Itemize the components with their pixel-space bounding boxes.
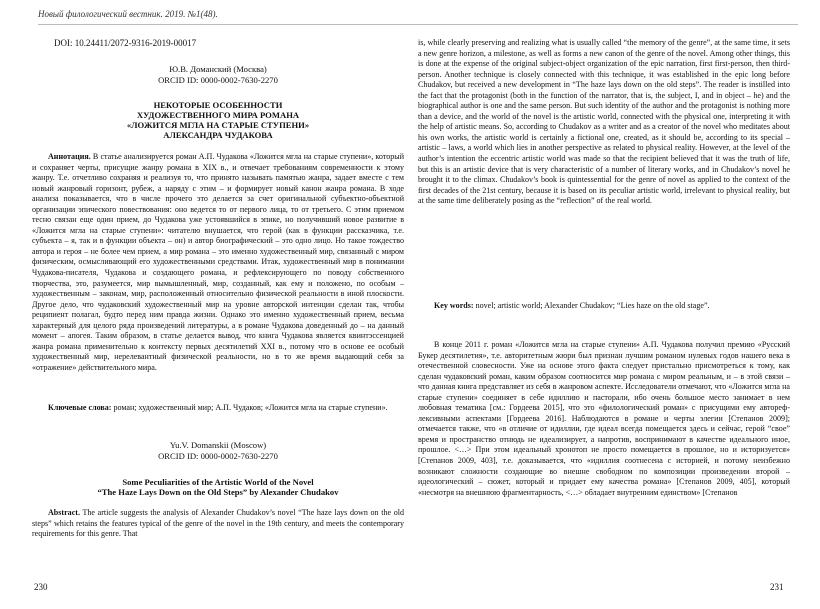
keywords-en-label: Key words: xyxy=(434,301,474,310)
title-ru-line-2: ХУДОЖЕСТВЕННОГО МИРА РОМАНА xyxy=(136,110,300,120)
title-en-line-1: Some Peculiarities of the Artistic World of the Novel xyxy=(122,477,314,487)
abstract-en-continued: is, while clearly preserving and realizing what is usually called “the memory of the genre”, at the same time, it sets a new genre horizon, a milestone, as well as forms a new canon of the genre of the novel. Among other things, this is done at the expense of the original subject-object organization of the epic narration, first first-person, then third-person. Another technique is closely connected with this technique, it was established in the epic long before Chudakov, but received a new development in “The haze lays down on the old steps”. The reader is instilled into the fact that the protagonist (both in the function of the narrator, that is, the subject, I, and in object – he) and the biographical author is one and the same person. But such identity of the author and the protagonist is nothing more than a device, and the world of the novel is the artistic world, connected with the physical one, interpreting it with the help of artistic means. So, according to Chudakov as a writer and as a creator of the novel who meditates about his own works, the artistic world is certainly a fictional one, created, as it should be, according to its special – artistic – laws, a world which lies in another perspective as related to physical reality. However, at the level of the author’s intention the eccentric artistic world was made so that the recipient believed that it was the truth of life, but this is an artistic device that is very characteristic of a number of literary works, and in Chudakov’s novel he brought it to the climax. Chudakov’s book is quintessential for the genre of novel as applied to the context of the first decades of the 21st century, because it is based on its peculiar artistic world, irrelevant to physical reality, but at the same time deliberately posing as the “reflection” of the real world. xyxy=(418,38,790,206)
page-number-left: 230 xyxy=(34,582,48,592)
orcid-ru: ORCID ID: 0000-0002-7630-2270 xyxy=(158,75,278,85)
author-en: Yu.V. Domanskii (Moscow) xyxy=(169,440,267,450)
keywords-ru-text: роман; художественный мир; А.П. Чудаков; «Ложится мгла на старые ступени». xyxy=(111,403,388,412)
keywords-en xyxy=(418,301,790,312)
page-number-right: 231 xyxy=(770,582,784,592)
title-ru-line-3: «ЛОЖИТСЯ МГЛА НА СТАРЫЕ СТУПЕНИ» xyxy=(126,120,310,130)
header-rule xyxy=(38,24,798,25)
abstract-en xyxy=(32,508,404,540)
author-ru: Ю.В. Доманский (Москва) xyxy=(169,64,267,74)
keywords-en-text: novel; artistic world; Alexander Chudakov; “Lies haze on the old stage”. xyxy=(473,301,710,310)
title-ru-line-4: АЛЕКСАНДРА ЧУДАКОВА xyxy=(163,130,273,140)
abstract-en-text: The article suggests the analysis of Alexander Chudakov’s novel “The haze lays down on the old steps” which retains the features typical of the genre of the novel in the 19th century, and meets the contemporary requirements for this genre. That xyxy=(32,508,404,539)
title-en-line-2: “The Haze Lays Down on the Old Steps” by Alexander Chudakov xyxy=(97,487,339,497)
abstract-ru-text: В статье анализируется роман А.П. Чудакова «Ложится мгла на старые ступени», который и сохраняет черты, присущие жанру романа в XIX в., и отвечает требованиям современности к этому жанру. Т.е. отчетливо сохраняя и реализуя то, что принято называть памятью жанра, задает вместе с тем новый жанровый горизонт, рубеж, а наряду с этим – и формирует новый канон жанра романа. В ходе анализа показывается, что в числе прочего это делается за счет оригинальной субъектно-объектной организации эпического повествования: оно ведется то от первого лица, то от третьего. С этим приемом тесно связан еще один прием, до Чудакова уже устоявшийся в эпике, но получивший новое развитие в «Ложится мгла на старые ступени»: читателю внушается, что герой (как в функции рассказчика, т.е. субъекта – я, так и в функции объекта – он) и автор биографический – это одно лицо. Но такое тождество автора и героя – не более чем прием, а мир романа – это именно художественный мир, связанный с миром физическим, осмысливающий его художественными средствами. Итак, художественный мир в понимании Чудакова-писателя, Чудакова и создающего романа, и рефлексирующего по поводу собственного творчества, это, разумеется, мир вымышленный, мир, созданный, как ему и положено, по особым – художественным – законам, мир, расположенный относительно физической реальности в иной плоскости. Другое дело, что чудаковский художественный мир на уровне авторской интенции сделан так, чтобы реципиент полагал, будто перед ним правда жизни. Однако это именно художественный прием, весьма характерный для целого ряда произведений литературы, а в романе Чудакова доведенный до – на данный момент – апогея. Таким образом, в статье делается вывод, что книга Чудакова является квинтэссенцией жанра романа применительно к контексту первых десятилетий XXI в., потому что в основе ее особый художественный мир, нерелевантный физической реальности, но в то же время выдающий себя за «отражение» действительного мира. xyxy=(32,152,404,372)
keywords-ru-label: Ключевые слова: xyxy=(48,403,112,412)
keywords-ru xyxy=(32,403,404,414)
doi: DOI: 10.24411/2072-9316-2019-00017 xyxy=(54,38,197,48)
abstract-ru-label: Аннотация. xyxy=(48,152,91,161)
title-ru-line-1: НЕКОТОРЫЕ ОСОБЕННОСТИ xyxy=(153,100,283,110)
abstract-en-label: Abstract. xyxy=(48,508,80,517)
journal-header: Новый филологический вестник. 2019. №1(48). xyxy=(38,9,218,19)
orcid-en: ORCID ID: 0000-0002-7630-2270 xyxy=(158,451,278,461)
body-text-ru: В конце 2011 г. роман «Ложится мгла на старые ступени» А.П. Чудакова получил премию «Русский Букер десятилетия», т.е. авторитетным жюри был признан лучшим романом нулевых годов нашего века в отечественной словесности. Уже на основе этого факта следует пристально присмотреться к тому, как сделан чудаковский роман, каким образом соотносится мир романа с миром реальным, и – в этой связи – что данная книга представляет из себя в жанровом аспекте. Исследователи отмечают, что «Ложится мгла на старые ступени» соединяет в себе идиллию и пасторали, ибо очень большое место занимает в нем любовная тематика [см.: Гордеева 2015], что это «филологический роман» с присущими ему авторефлексивными аспектами [Гордеева 2016]. Наблюдаются в романе и черты элегии [Степанов 2009]; отмечается также, что «в отличие от идиллии, где идеал всегда помещается здесь и сейчас, герой “свое” время и пространство отнюдь не идеализирует, а напротив, воспринимают в качестве идеального иное, прошлое. <…> При этом идеальный хронотоп не просто помещается в прошлое, но и историзуется» [Степанов 2009, 403], т.е. доказывается, что «идиллия соотнесена с историей, и потому неизбежно возникают сложности создающие во внешне свободном по композиции произведении второй – идеологический – сюжет, который и придает ему качества романа» [Степанов 2009, 405], который «несмотря на внешнюю фрагментарность, <…> обладает внутренним единством» [Степанов xyxy=(418,340,790,497)
abstract-ru xyxy=(32,152,404,373)
